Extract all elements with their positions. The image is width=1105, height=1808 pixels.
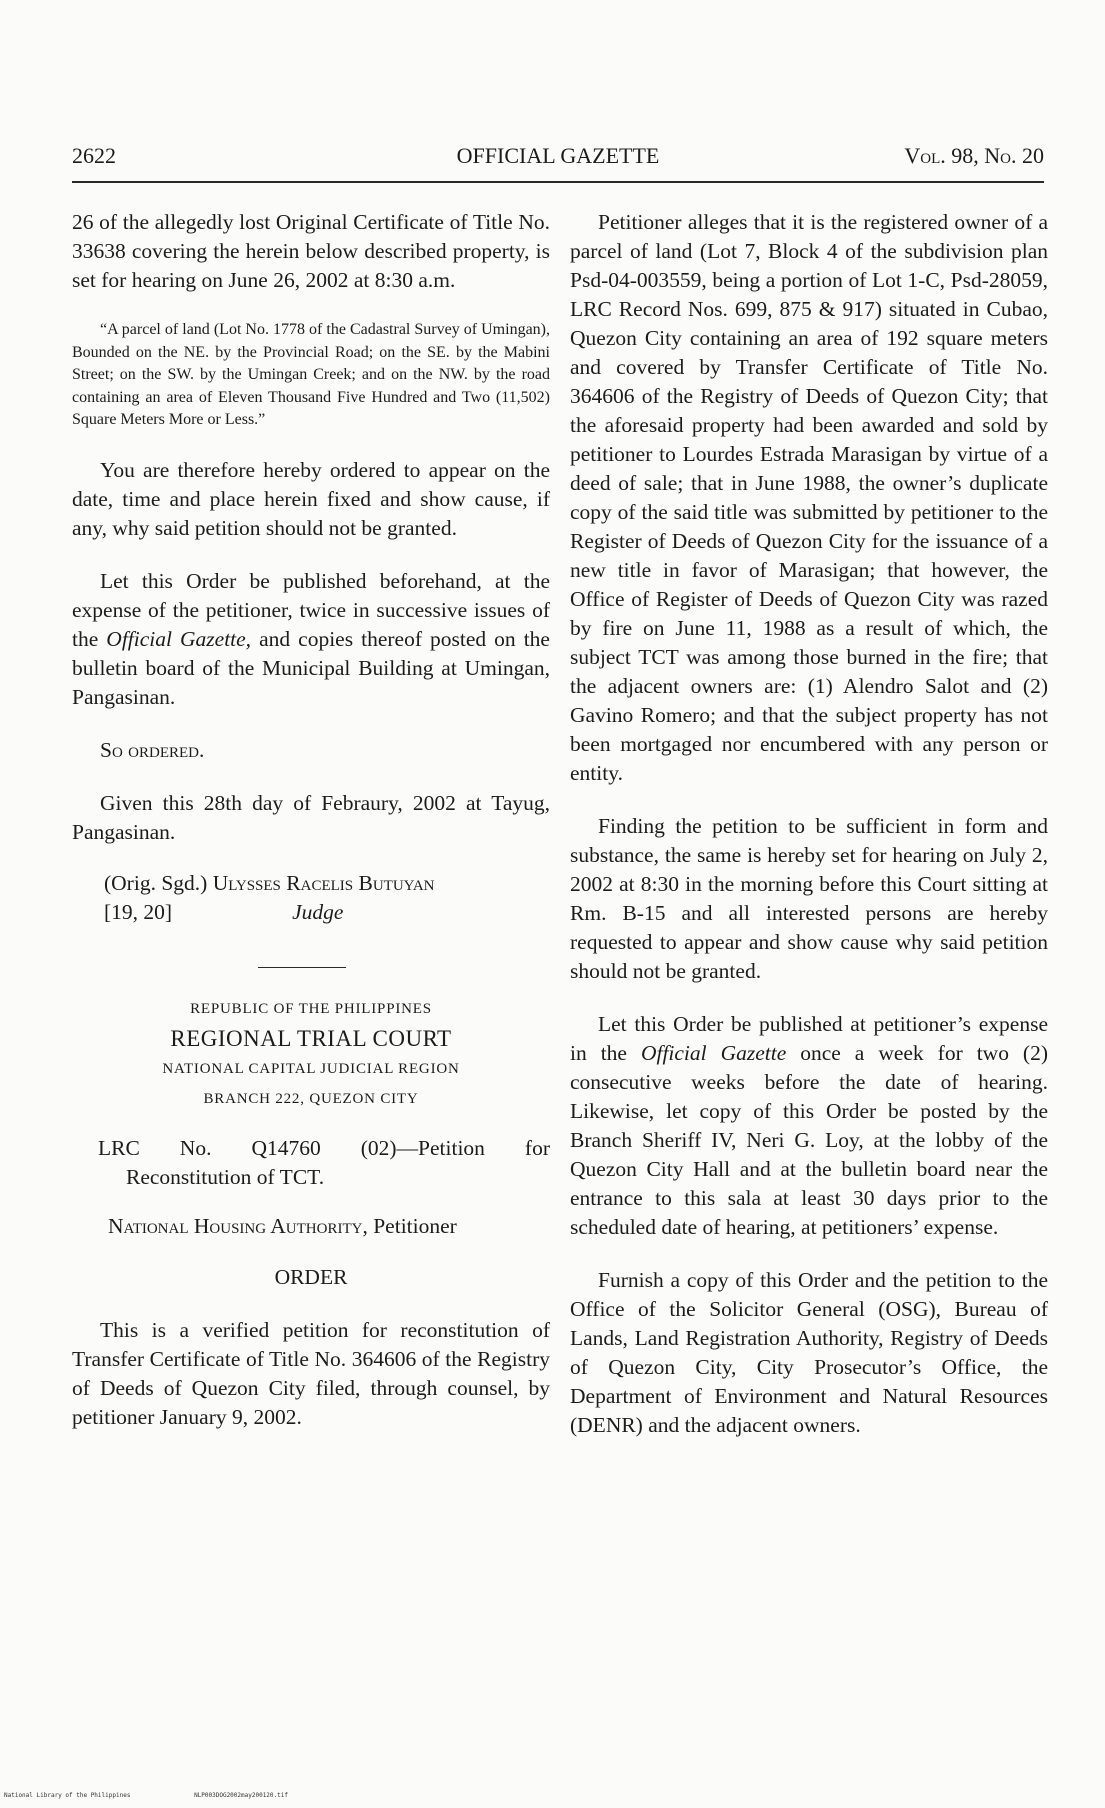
section-divider (258, 967, 346, 969)
republic-heading: REPUBLIC OF THE PHILIPPINES (190, 1001, 432, 1017)
so-ordered: So ordered. (100, 737, 205, 762)
right-paragraph-4: Furnish a copy of this Order and the petition to the Office of the Solicitor General (OSG), Bureau of Lands, Land Registration Authority, Registry of Deeds of Quezon City, City Prosecutor’s Office, the Department of Environment and Natural Resources (DENR) and the adjacent owners. (570, 1268, 1048, 1437)
publication-title: OFFICIAL GAZETTE (456, 143, 660, 168)
right-column (570, 208, 1048, 1440)
page-number: 2622 (72, 143, 116, 168)
left-paragraph-1: 26 of the allegedly lost Original Certificate of Title No. 33638 covering the herein below described property, is set for hearing on June 26, 2002 at 8:30 a.m. (72, 210, 550, 292)
region-heading: NATIONAL CAPITAL JUDICIAL REGION (162, 1061, 460, 1077)
left-column (72, 208, 550, 1432)
judge-title: Judge (292, 899, 344, 924)
left-paragraph-4: This is a verified petition for reconstitution of Transfer Certificate of Title No. 364606 of the Registry of Deeds of Quezon City filed, through counsel, by petitioner January 9, 2002. (72, 1318, 550, 1429)
party-line: National Housing Authority, Petitioner (108, 1214, 457, 1238)
right-paragraph-3: Let this Order be published at petitioner’s expense in the Official Gazette once a week for two (2) consecutive weeks before the date of hearing. Likewise, let copy of this Order be posted by the Branch Sheriff IV, Neri G. Loy, at the lobby of the Quezon City Hall and at the bulletin board near the entrance to this sala at least 30 days prior to the scheduled date of hearing, at petitioners’ expense. (570, 1012, 1048, 1239)
scan-footer (4, 1792, 348, 1799)
header-rule (72, 181, 1044, 183)
right-paragraph-2: Finding the petition to be sufficient in form and substance, the same is hereby set for hearing on July 2, 2002 at 8:30 in the morning before this Court sitting at Rm. B-15 and all interested persons are hereby requested to appear and show cause why said petition should not be granted. (570, 814, 1048, 983)
scan-filename: NLP003DOG2002may200120.tif (194, 1792, 288, 1799)
page-header (72, 143, 1044, 179)
case-number: LRC No. Q14760 (02)—Petition for Reconstitution of TCT. (98, 1136, 550, 1189)
order-title: ORDER (274, 1265, 348, 1289)
signature-block: (Orig. Sgd.) Ulysses Racelis Butuyan [19, 20] Judge (104, 870, 435, 924)
left-paragraph-3: Let this Order be published beforehand, at the expense of the petitioner, twice in successive issues of the Official Gazette, and copies thereof posted on the bulletin board of the Municipal Building at Umingan, Pangasinan. (72, 568, 550, 709)
volume-number: Vol. 98, No. 20 (904, 143, 1044, 168)
judge-name: Ulysses Racelis Butuyan (212, 870, 435, 895)
left-paragraph-2: You are therefore hereby ordered to appear on the date, time and place herein fixed and show cause, if any, why said petition should not be granted. (72, 457, 550, 540)
branch-heading: BRANCH 222, QUEZON CITY (203, 1091, 419, 1107)
given-date: Given this 28th day of Febraury, 2002 at Tayug, Pangasinan. (72, 790, 550, 844)
library-credit: National Library of the Philippines (4, 1792, 131, 1799)
court-heading: REGIONAL TRIAL COURT (170, 1026, 452, 1051)
right-paragraph-1: Petitioner alleges that it is the registered owner of a parcel of land (Lot 7, Block 4 of the subdivision plan Psd-04-003559, being a portion of Lot 1-C, Psd-28059, LRC Record Nos. 699, 875 & 917) situated in Cubao, Quezon City containing an area of 192 square meters and covered by Transfer Certificate of Title No. 364606 of the Registry of Deeds of Quezon City; that the aforesaid property had been awarded and sold by petitioner to Lourdes Estrada Marasigan by virtue of a deed of sale; that in June 1988, the owner’s duplicate copy of the said title was submitted by petitioner to the Register of Deeds of Quezon City for the issuance of a new title in favor of Marasigan; that however, the Office of Register of Deeds of Quezon City was razed by fire on June 11, 1988 as a result of which, the subject TCT was among those burned in the fire; that the adjacent owners are: (1) Alendro Salot and (2) Gavino Romero; and that the subject property has not been mortgaged nor encumbered with any person or entity. (570, 210, 1048, 785)
issue-reference: [19, 20] (104, 899, 173, 924)
property-description-quote: “A parcel of land (Lot No. 1778 of the Cadastral Survey of Umingan), Bounded on the NE. by the Provincial Road; on the SE. by the Mabini Street; on the SW. by the Umingan Creek; and on the NW. by the road containing an area of Eleven Thousand Five Hundred and Two (11,502) Square Meters More or Less.” (72, 321, 550, 428)
